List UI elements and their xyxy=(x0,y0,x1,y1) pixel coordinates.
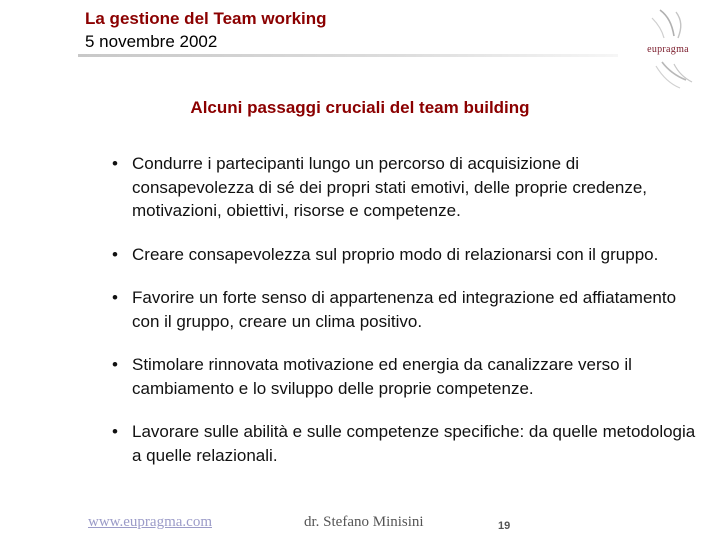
bullet-item: • Creare consapevolezza sul proprio modo di relazionarsi con il gruppo. xyxy=(112,243,702,267)
header-title: La gestione del Team working xyxy=(85,9,327,28)
bullet-item: • Favorire un forte senso di appartenenza ed integrazione ed affiatamento con il gruppo, creare un clima positivo. xyxy=(112,286,702,333)
header-divider xyxy=(78,54,618,57)
footer-website-link[interactable]: www.eupragma.com xyxy=(88,514,212,530)
page-number: 19 xyxy=(498,520,511,532)
bullet-item: • Stimolare rinnovata motivazione ed energia da canalizzare verso il cambiamento e lo sviluppo delle proprie competenze. xyxy=(112,353,702,400)
header-date: 5 novembre 2002 xyxy=(85,32,218,51)
eupragma-logo xyxy=(622,6,714,92)
bullet-list xyxy=(112,152,702,487)
slide-subtitle: Alcuni passaggi cruciali del team building xyxy=(190,98,530,117)
bullet-item: • Condurre i partecipanti lungo un percorso di acquisizione di consapevolezza di sé dei propri stati emotivi, delle proprie credenze, motivazioni, obiettivi, risorse e competenze. xyxy=(112,152,702,223)
logo-text: eupragma xyxy=(647,44,689,55)
footer-author: dr. Stefano Minisini xyxy=(304,514,424,530)
bullet-item: • Lavorare sulle abilità e sulle competenze specifiche: da quelle metodologia a quelle relazionali. xyxy=(112,420,702,467)
